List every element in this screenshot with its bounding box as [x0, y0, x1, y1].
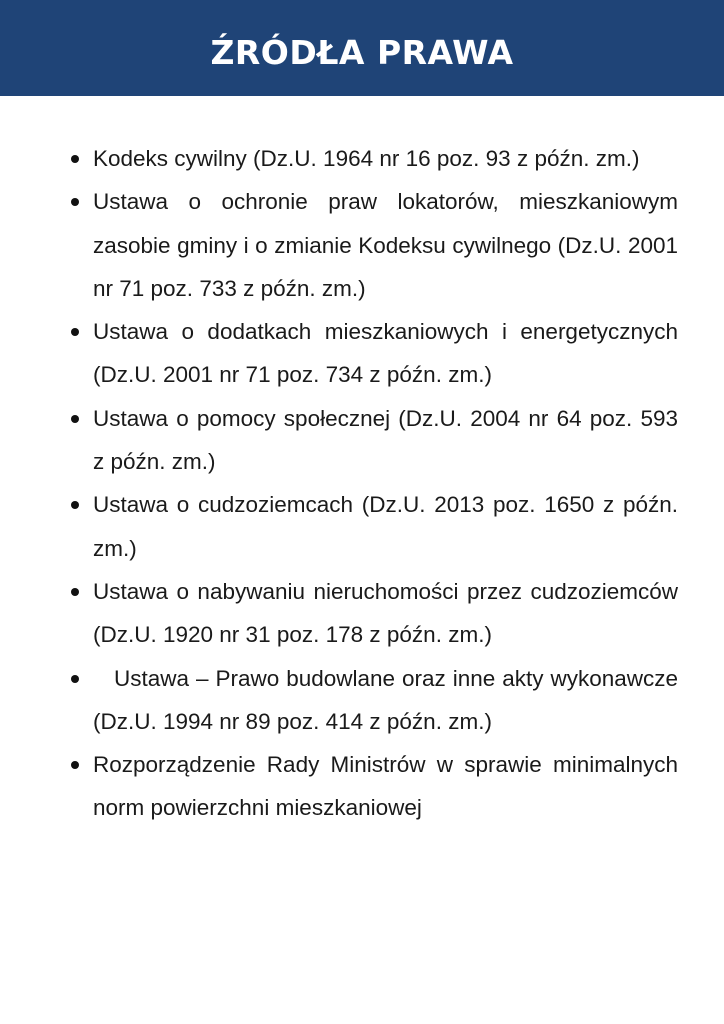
list-item-text: Ustawa o pomocy społecznej (Dz.U. 2004 nr 64 poz. 593 z późn. zm.) [93, 405, 678, 475]
list-item [93, 483, 678, 570]
content-area [0, 137, 724, 830]
list-item-text: Kodeks cywilny (Dz.U. 1964 nr 16 poz. 93 z późn. zm.) [93, 146, 640, 171]
bullet-icon [71, 501, 79, 509]
list-item-text: Ustawa – Prawo budowlane oraz inne akty wykonawcze (Dz.U. 1994 nr 89 poz. 414 z późn. zm.) [93, 665, 678, 734]
bullet-icon [71, 328, 79, 336]
list-item-text: Rozporządzenie Rady Ministrów w sprawie minimalnych norm powierzchni mieszkaniowej [93, 752, 678, 821]
header-banner [0, 0, 724, 96]
list-item-text: Ustawa o ochronie praw lokatorów, mieszkaniowym zasobie gminy i o zmianie Kodeksu cywilnego (Dz.U. 2001 nr 71 poz. 733 z późn. zm.) [93, 189, 678, 301]
bullet-icon [71, 155, 79, 163]
list-item-text: Ustawa o dodatkach mieszkaniowych i energetycznych (Dz.U. 2001 nr 71 poz. 734 z późn. zm.) [93, 319, 678, 388]
list-item [93, 657, 678, 744]
bullet-icon [71, 198, 79, 206]
list-item [93, 570, 678, 657]
list-item [93, 743, 678, 830]
page-title: ŹRÓDŁA PRAWA [210, 32, 514, 72]
bullet-icon [71, 675, 79, 683]
list-item [93, 310, 678, 397]
legal-sources-list [0, 137, 724, 830]
list-item-text: Ustawa o cudzoziemcach (Dz.U. 2013 poz. 1650 z późn. zm.) [93, 492, 678, 561]
bullet-icon [71, 761, 79, 769]
list-item [93, 137, 678, 180]
bullet-icon [71, 588, 79, 596]
bullet-icon [71, 415, 79, 423]
list-item-text: Ustawa o nabywaniu nieruchomości przez cudzoziemców (Dz.U. 1920 nr 31 poz. 178 z późn. zm.) [93, 578, 678, 648]
list-item [93, 397, 678, 484]
list-item [93, 180, 678, 310]
